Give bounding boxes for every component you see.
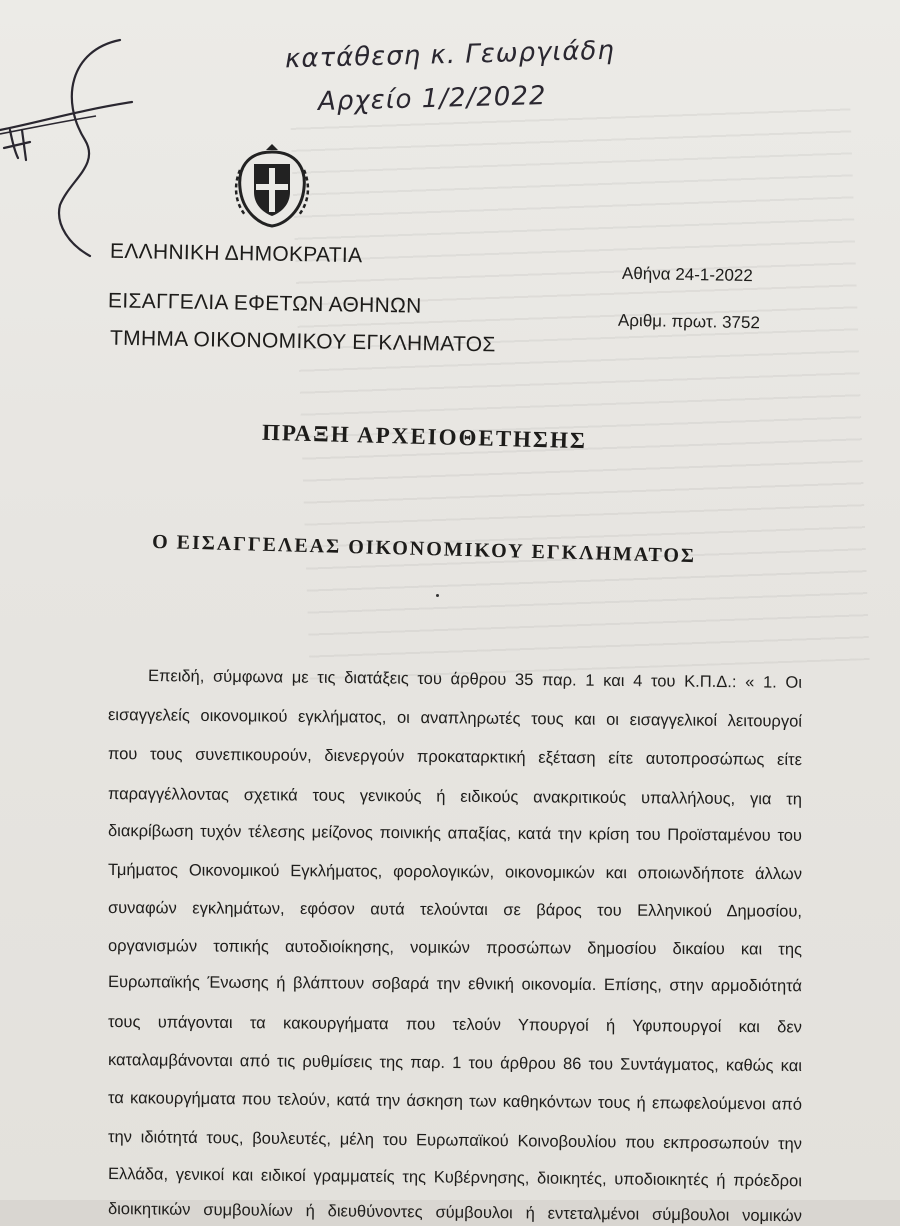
stray-mark bbox=[436, 594, 439, 597]
body-line: την ιδιότητά τους, βουλευτές, μέλη του Ευρωπαϊκού Κοινοβουλίου που εκπροσωπούν την bbox=[107, 1128, 803, 1154]
bleed-through-texture bbox=[290, 100, 869, 679]
document-subtitle: Ο ΕΙΣΑΓΓΕΛΕΑΣ ΟΙΚΟΝΟΜΙΚΟΥ ΕΓΚΛΗΜΑΤΟΣ bbox=[151, 530, 697, 568]
body-line: διοικητικών συμβουλίων ή διευθύνοντες σύμβουλοι ή εντεταλμένοι σύμβουλοι νομικών bbox=[107, 1200, 803, 1226]
body-line: συναφών εγκλημάτων, εφόσον αυτά τελούνται σε βάρος του Ελληνικού Δημοσίου, bbox=[107, 899, 803, 921]
protocol-number: Αριθμ. πρωτ. 3752 bbox=[617, 310, 761, 333]
handwritten-note-line1: κατάθεση κ. Γεωργιάδη bbox=[284, 35, 616, 75]
body-line: Ελλάδα, γενικοί και ειδικοί γραμματείς της Κυβέρνησης, διοικητές, υποδιοικητές ή πρόεδροι bbox=[107, 1165, 803, 1191]
header-section: ΤΜΗΜΑ ΟΙΚΟΝΟΜΙΚΟΥ ΕΓΚΛΗΜΑΤΟΣ bbox=[109, 326, 496, 357]
header-republic: ΕΛΛΗΝΙΚΗ ΔΗΜΟΚΡΑΤΙΑ bbox=[109, 239, 363, 268]
body-line: Τμήματος Οικονομικού Εγκλήματος, φορολογικών, οικονομικών και οποιωνδήποτε άλλων bbox=[107, 861, 803, 884]
body-line: τους υπάγονται τα κακουργήματα που τελούν Υπουργοί ή Υφυπουργοί και δεν bbox=[107, 1013, 803, 1037]
body-line: Επειδή, σύμφωνα με τις διατάξεις του άρθρου 35 παρ. 1 και 4 του Κ.Π.Δ.: « 1. Οι bbox=[147, 667, 803, 692]
greek-coat-of-arms-icon bbox=[226, 140, 318, 232]
header-prosecutor-office: ΕΙΣΑΓΓΕΛΙΑ ΕΦΕΤΩΝ ΑΘΗΝΩΝ bbox=[107, 289, 422, 318]
document-date: Αθήνα 24-1-2022 bbox=[621, 263, 753, 286]
body-line: οργανισμών τοπικής αυτοδιοίκησης, νομικών προσώπων δημοσίου δικαίου και της bbox=[107, 937, 803, 959]
body-line: Ευρωπαϊκής Ένωσης ή βλάπτουν σοβαρά την εθνική οικονομία. Επίσης, στην αρμοδιότητά bbox=[107, 973, 803, 996]
body-line: εισαγγελείς οικονομικού εγκλήματος, οι αναπληρωτές τους και οι εισαγγελικοί λειτουργοί bbox=[107, 706, 803, 731]
body-line: παραγγέλλοντας σχετικά τους γενικούς ή ειδικούς ανακριτικούς υπαλλήλους, για τη bbox=[107, 785, 803, 809]
document-title: ΠΡΑΞΗ ΑΡΧΕΙΟΘΕΤΗΣΗΣ bbox=[261, 419, 588, 454]
handwritten-note-line2: Αρχείο 1/2/2022 bbox=[317, 81, 547, 117]
body-line: τα κακουργήματα που τελούν, κατά την άσκηση των καθηκόντων τους ή επωφελούμενοι από bbox=[107, 1089, 803, 1114]
body-line: που τους συνεπικουρούν, διενεργούν προκαταρκτική εξέταση είτε αυτοπροσώπως είτε bbox=[107, 745, 803, 770]
body-line: καταλαμβάνονται από τις ρυθμίσεις της παρ. 1 του άρθρου 86 του Συντάγματος, καθώς και bbox=[107, 1051, 803, 1076]
handwritten-signature bbox=[0, 30, 140, 260]
body-line: διακρίβωση τυχόν τέλεσης μείζονος ποινικής απαξίας, κατά την κρίση του Προϊσταμένου του bbox=[107, 822, 803, 845]
